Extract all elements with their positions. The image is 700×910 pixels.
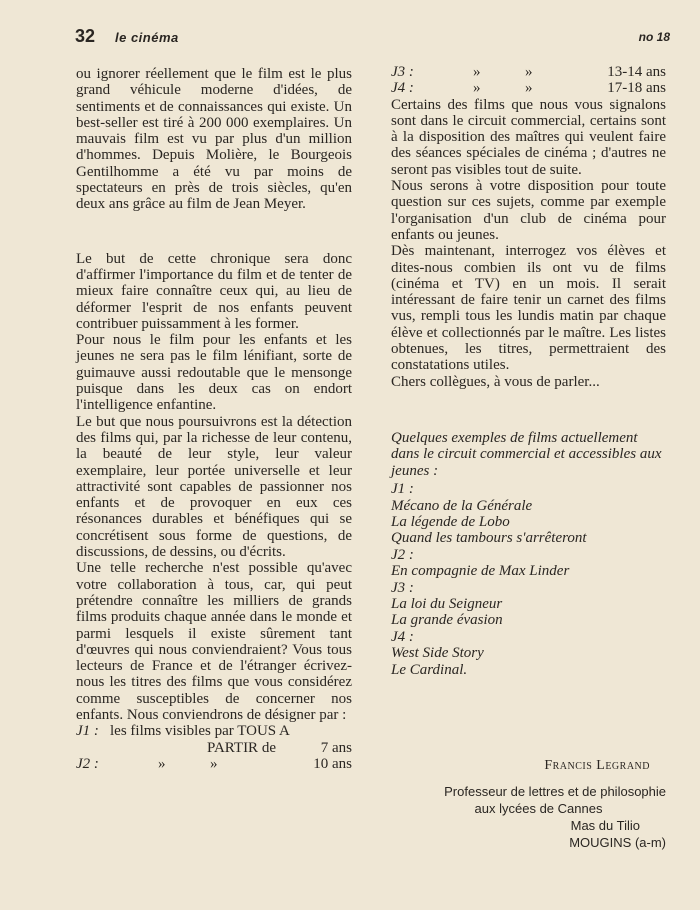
signature-block <box>391 758 666 851</box>
ditto-mark: » <box>473 64 481 80</box>
film-title: Mécano de la Générale <box>391 497 533 514</box>
examples-intro: Quelques exemples de films actuellement dans le circuit commercial et accessibles aux jeunes : <box>391 429 662 479</box>
age-label: J4 : <box>391 80 414 97</box>
author-title: aux lycées de Cannes <box>474 801 603 816</box>
paragraph: Le but que nous poursuivrons est la détection des films qui, par la richesse de leur contenu, la beauté de leur style, leur valeur exemplaire, leur portée universelle et leur attractivité sont capables de passionner nos enfants et de provoquer en eux ces résonances durables et bénéfiques qui se concrétisent sous forme de questions, de discussions, de dessins, ou d'écrits. <box>76 413 352 561</box>
film-title: La loi du Seigneur <box>391 596 503 612</box>
group-label: J2 : <box>391 546 414 563</box>
age-row-j1 <box>76 723 352 739</box>
age-label: J3 : <box>391 64 414 80</box>
left-column <box>76 66 352 772</box>
age-value: 10 ans <box>313 755 352 772</box>
film-title: La légende de Lobo <box>391 513 510 530</box>
ditto-mark: » <box>525 80 533 97</box>
film-title: Le Cardinal. <box>391 661 468 678</box>
ditto-mark: » <box>210 755 218 772</box>
group-label: J1 : <box>391 481 414 498</box>
film-title: En compagnie de Max Linder <box>391 563 570 580</box>
group-label: J4 : <box>391 628 414 645</box>
age-text: PARTIR de <box>207 739 276 756</box>
ditto-mark: » <box>525 64 533 80</box>
right-column <box>391 64 666 678</box>
paragraph: Une telle recherche n'est possible qu'avec votre collaboration à tous, car, qui peut prétendre connaître les milliers de grands films produits chaque année dans le monde et parmi lesquels il existe sûrement tant d'œuvres qui nous conviendraient? Vous tous lecteurs de France et de l'étranger écrivez-nous les titres des films que vous considérez comme susceptibles de concerner nos enfants. Nous conviendrons de désigner par : <box>76 560 352 723</box>
group-label: J3 : <box>391 579 414 596</box>
age-row-j4 <box>391 80 666 96</box>
age-row-j1-cont <box>76 740 352 756</box>
paragraph: Nous serons à votre disposition pour toute question sur ces sujets, comme par exemple l'organisation d'un club de cinéma pour enfants ou jeunes. <box>391 178 666 243</box>
ditto-mark: » <box>473 80 481 97</box>
film-title: Quand les tambours s'arrêteront <box>391 530 587 547</box>
age-row-j3 <box>391 64 666 80</box>
film-title: West Side Story <box>391 645 484 662</box>
page-header <box>75 26 670 52</box>
author-address: Mas du Tilio <box>570 818 640 833</box>
paragraph: Certains des films que nous vous signalons sont dans le circuit commercial, certains sont à la disposition des maîtres qui veulent faire des séances spéciales de cinéma ; d'autres ne seront pas visibles tout de suite. <box>391 96 666 178</box>
paragraph: Le but de cette chronique sera donc d'affirmer l'importance du film et de tenter de mieux faire connaître ceux qui, au lieu de déformer l'esprit de nos enfants peuvent contribuer puissamment à les former. <box>76 250 352 332</box>
paragraph: Dès maintenant, interrogez vos élèves et dites-nous combien ils ont vu de films (cinéma et TV) en un mois. Il serait intéressant de faire tenir un carnet des films vus, rempli tous les lundis matin par chaque élève et collectionnés par le maître. Les listes obtenues, les titres, permettraient des constatations utiles. <box>391 243 666 374</box>
age-text: les films visibles par TOUS A <box>110 723 290 740</box>
author-address: MOUGINS (a-m) <box>569 835 666 850</box>
paragraph: ou ignorer réellement que le film est le plus grand véhicule moderne d'idées, de sentiments et de connaissances qui existe. Un best-seller est tiré à 200 000 exemplaires. Un mauvais film est vu par plus d'un million d'hommes. Depuis Molière, le Bourgeois Gentilhomme a été vu par moins de spectateurs en près de trois siècles, qu'en deux ans grâce au film de Jean Meyer. <box>76 66 352 213</box>
paragraph: Chers collègues, à vous de parler... <box>391 373 600 390</box>
ditto-mark: » <box>158 755 166 772</box>
film-title: La grande évasion <box>391 612 503 629</box>
author-title: Professeur de lettres et de philosophie <box>444 784 666 799</box>
author-name: Francis Legrand <box>544 758 650 773</box>
age-value: 17-18 ans <box>607 80 666 97</box>
film-examples <box>391 430 666 678</box>
paragraph: Pour nous le film pour les enfants et les jeunes ne sera pas le film lénifiant, sorte de guimauve aussi redoutable que le mensonge puisque dans les deux cas on endort l'intelligence enfantine. <box>76 332 352 414</box>
page-number: 32 <box>75 26 96 46</box>
age-row-j2 <box>76 756 352 772</box>
age-value: 13-14 ans <box>607 64 666 80</box>
age-label: J1 : <box>76 723 99 740</box>
age-value: 7 ans <box>320 739 352 756</box>
magazine-name: le cinéma <box>115 30 179 45</box>
age-label: J2 : <box>76 755 99 772</box>
issue-number: no 18 <box>638 30 670 44</box>
